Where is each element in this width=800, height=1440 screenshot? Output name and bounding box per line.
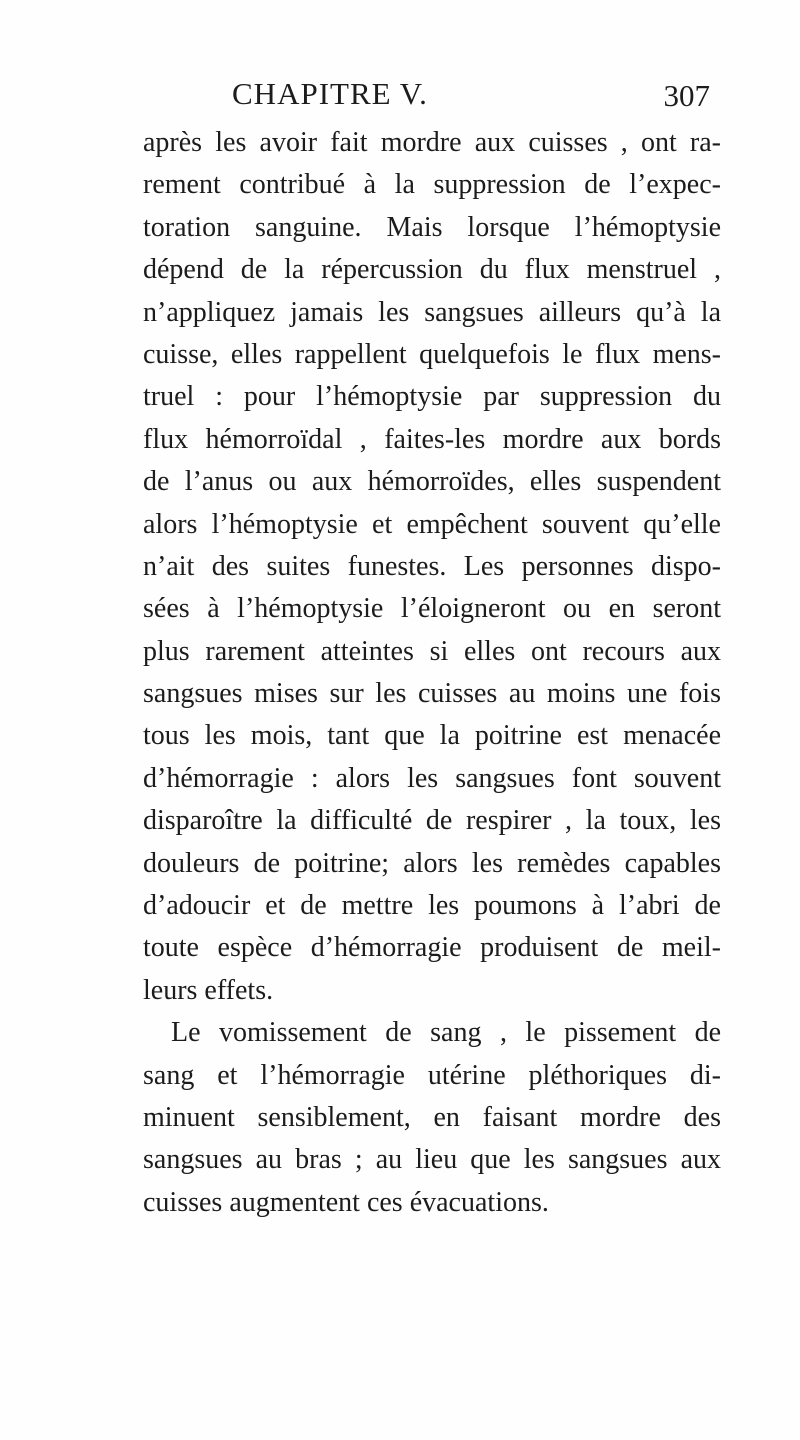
body-text: [143, 122, 721, 1224]
chapter-title: CHAPITRE V.: [232, 76, 428, 111]
paragraph: [143, 122, 721, 1012]
paragraph: [143, 1012, 721, 1224]
text-line: dépend de la répercussion du flux menstruel ,: [143, 254, 721, 286]
text-line: minuent sensiblement, en faisant mordre des: [143, 1101, 721, 1133]
text-line: sangsues mises sur les cuisses au moins une fois: [143, 678, 721, 710]
text-line: sées à l’hémoptysie l’éloigneront ou en seront: [143, 593, 721, 625]
text-line: sangsues au bras ; au lieu que les sangsues aux: [143, 1144, 721, 1176]
text-line: cuisses augmentent ces évacuations.: [143, 1186, 549, 1218]
text-line: n’appliquez jamais les sangsues ailleurs qu’à la: [143, 296, 721, 328]
text-line: rement contribué à la suppression de l’expec-: [143, 169, 721, 201]
text-line: d’adoucir et de mettre les poumons à l’abri de: [143, 890, 721, 922]
text-line: disparoître la difficulté de respirer , la toux, les: [143, 805, 721, 837]
text-line: sang et l’hémorragie utérine pléthoriques di-: [143, 1059, 721, 1091]
text-line: cuisse, elles rappellent quelquefois le flux mens-: [143, 338, 721, 370]
text-line: d’hémorragie : alors les sangsues font souvent: [143, 762, 721, 794]
text-line: plus rarement atteintes si elles ont recours aux: [143, 635, 721, 667]
text-line: toration sanguine. Mais lorsque l’hémoptysie: [143, 211, 721, 243]
text-line: flux hémorroïdal , faites-les mordre aux bords: [143, 423, 721, 455]
text-line: n’ait des suites funestes. Les personnes dispo-: [143, 550, 721, 582]
text-line: truel : pour l’hémoptysie par suppression du: [143, 381, 721, 413]
text-line: tous les mois, tant que la poitrine est menacée: [143, 720, 721, 752]
text-line: douleurs de poitrine; alors les remèdes capables: [143, 847, 721, 879]
text-line: après les avoir fait mordre aux cuisses , ont ra-: [143, 127, 721, 158]
running-head: [150, 76, 710, 116]
text-line: Le vomissement de sang , le pissement de: [171, 1017, 721, 1049]
text-line: leurs effets.: [143, 974, 274, 1006]
text-line: de l’anus ou aux hémorroïdes, elles suspendent: [143, 466, 721, 498]
text-line: alors l’hémoptysie et empêchent souvent qu’elle: [143, 508, 721, 540]
page-number: 307: [663, 78, 710, 113]
text-line: toute espèce d’hémorragie produisent de meil-: [143, 932, 721, 964]
